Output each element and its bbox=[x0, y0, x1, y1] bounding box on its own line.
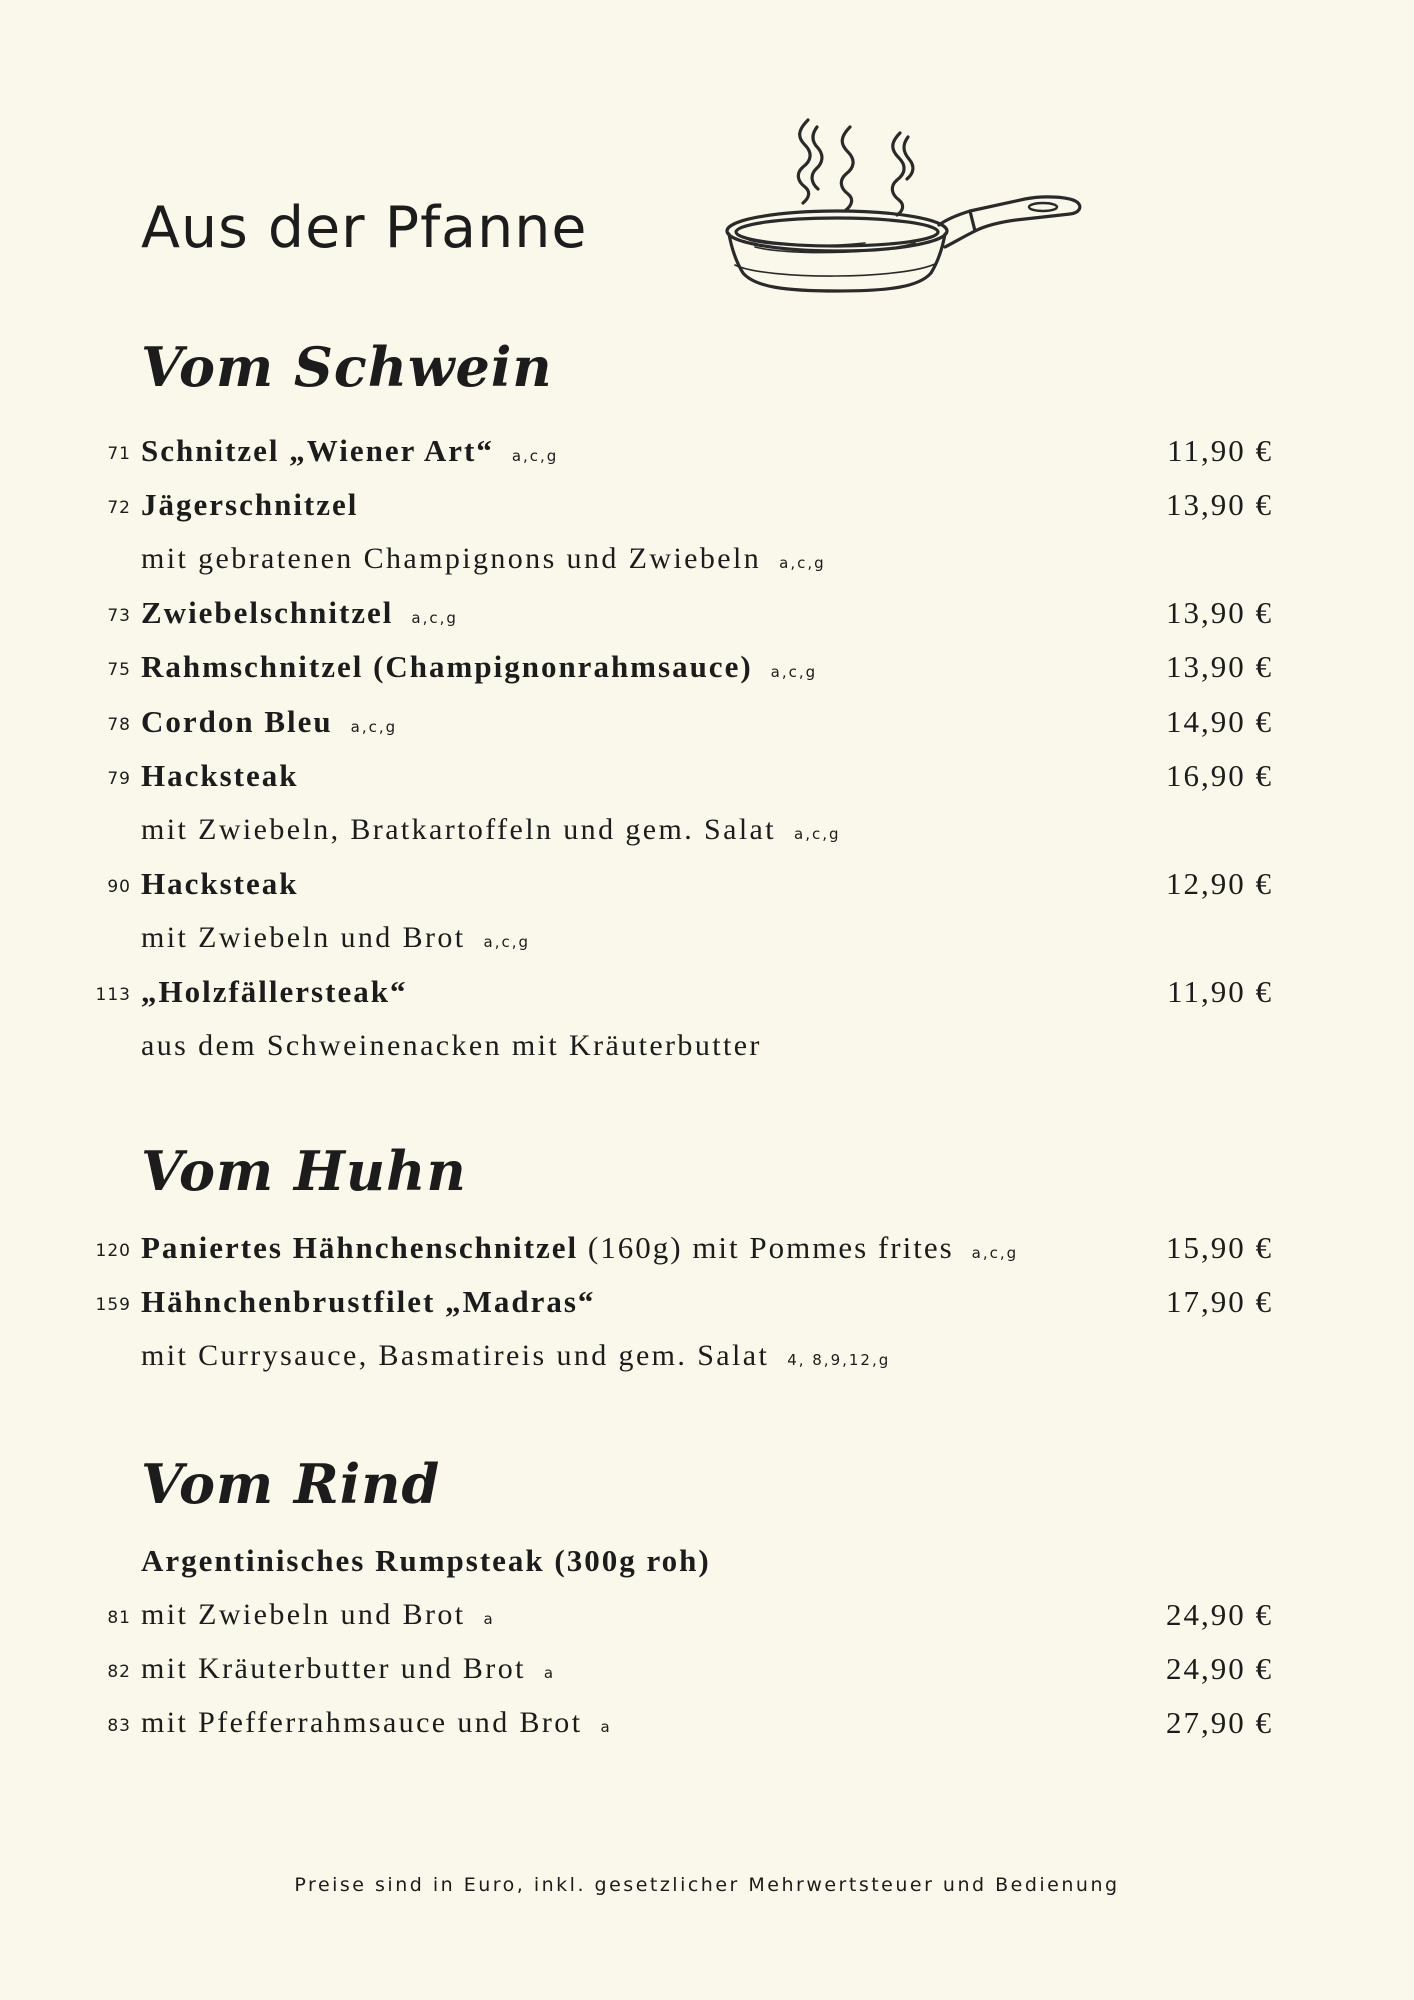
menu-item-description bbox=[0, 1645, 1414, 1697]
description-text bbox=[141, 810, 841, 854]
item-price: 27,90 € bbox=[1166, 1705, 1273, 1740]
description: mit Zwiebeln und Brot bbox=[141, 921, 466, 954]
item-extra: (160g) mit Pommes frites bbox=[587, 1230, 954, 1265]
description-text bbox=[141, 918, 530, 962]
menu-item-description bbox=[0, 914, 1414, 966]
item-name: Argentinisches Rumpsteak (300g roh) bbox=[141, 1543, 711, 1578]
description-text bbox=[141, 1026, 762, 1066]
menu-item-description bbox=[0, 1699, 1414, 1751]
description: mit Zwiebeln, Bratkartoffeln und gem. Salat bbox=[141, 813, 777, 846]
description-text bbox=[141, 1649, 555, 1693]
menu-item bbox=[0, 589, 1414, 641]
item-price: 13,90 € bbox=[1166, 487, 1273, 522]
item-price: 16,90 € bbox=[1166, 758, 1273, 793]
item-price: 11,90 € bbox=[1167, 433, 1273, 468]
item-number: 120 bbox=[95, 1241, 131, 1261]
item-number: 113 bbox=[95, 985, 131, 1005]
item-text bbox=[141, 1228, 1018, 1273]
description: mit Zwiebeln und Brot bbox=[141, 1598, 466, 1631]
page-title: Aus der Pfanne bbox=[141, 195, 588, 261]
allergen-codes: a,c,g bbox=[779, 554, 826, 572]
item-name: Cordon Bleu bbox=[141, 704, 333, 739]
item-text bbox=[141, 864, 299, 904]
item-text bbox=[141, 702, 397, 747]
description: mit Currysauce, Basmatireis und gem. Salat bbox=[141, 1339, 770, 1372]
allergen-codes: a,c,g bbox=[483, 933, 531, 951]
menu-item-description bbox=[0, 1591, 1414, 1643]
menu-item-description bbox=[0, 1022, 1414, 1074]
menu-item bbox=[0, 752, 1414, 804]
item-number: 79 bbox=[107, 769, 131, 789]
item-number: 72 bbox=[107, 498, 131, 518]
description: mit Kräuterbutter und Brot bbox=[141, 1652, 526, 1685]
item-number: 90 bbox=[107, 877, 131, 897]
menu-item bbox=[0, 481, 1414, 533]
allergen-codes: a,c,g bbox=[411, 609, 458, 627]
item-text bbox=[141, 431, 558, 476]
item-number: 83 bbox=[107, 1716, 131, 1736]
item-text bbox=[141, 1282, 595, 1322]
description: mit Pfefferrahmsauce und Brot bbox=[141, 1706, 583, 1739]
menu-item bbox=[0, 643, 1414, 695]
description: aus dem Schweinenacken mit Kräuterbutter bbox=[141, 1029, 762, 1062]
menu-item bbox=[0, 968, 1414, 1020]
item-price: 15,90 € bbox=[1166, 1230, 1273, 1265]
item-text bbox=[141, 972, 407, 1012]
item-name: Hacksteak bbox=[141, 758, 299, 793]
description-text bbox=[141, 1336, 890, 1380]
allergen-codes: 4, 8,9,12,g bbox=[787, 1351, 891, 1369]
allergen-codes: a,c,g bbox=[511, 447, 559, 465]
item-name: „Holzfällersteak“ bbox=[141, 974, 408, 1009]
item-price: 24,90 € bbox=[1166, 1597, 1273, 1632]
description: mit gebratenen Champignons und Zwiebeln bbox=[141, 542, 762, 575]
menu-item-description bbox=[0, 535, 1414, 587]
item-number: 71 bbox=[107, 444, 131, 464]
menu-item bbox=[0, 1537, 1414, 1589]
description-text bbox=[141, 1595, 495, 1639]
item-text bbox=[141, 1541, 711, 1581]
item-price: 14,90 € bbox=[1166, 704, 1273, 739]
item-price: 13,90 € bbox=[1166, 595, 1273, 630]
description-text bbox=[141, 1703, 612, 1747]
item-name: Rahmschnitzel (Champignonrahmsauce) bbox=[141, 649, 753, 684]
menu-item bbox=[0, 1224, 1414, 1276]
item-number: 82 bbox=[107, 1662, 131, 1682]
item-text bbox=[141, 593, 458, 638]
description-text bbox=[141, 539, 826, 583]
item-number: 73 bbox=[107, 606, 131, 626]
frying-pan-icon bbox=[725, 115, 1095, 305]
item-number: 159 bbox=[95, 1295, 131, 1315]
item-price: 13,90 € bbox=[1166, 649, 1273, 684]
item-text bbox=[141, 756, 299, 796]
allergen-codes: a,c,g bbox=[971, 1244, 1019, 1262]
item-name: Hacksteak bbox=[141, 866, 299, 901]
allergen-codes: a bbox=[543, 1664, 556, 1682]
item-number: 81 bbox=[107, 1608, 131, 1628]
section-heading: Vom Huhn bbox=[141, 1139, 467, 1203]
item-number: 75 bbox=[107, 660, 131, 680]
allergen-codes: a,c,g bbox=[350, 718, 398, 736]
item-name: Jägerschnitzel bbox=[141, 487, 359, 522]
item-name: Schnitzel „Wiener Art“ bbox=[141, 433, 494, 468]
menu-item-description bbox=[0, 806, 1414, 858]
item-price: 24,90 € bbox=[1166, 1651, 1273, 1686]
menu-item bbox=[0, 698, 1414, 750]
menu-item bbox=[0, 1278, 1414, 1330]
allergen-codes: a,c,g bbox=[794, 825, 841, 843]
menu-item bbox=[0, 860, 1414, 912]
item-number: 78 bbox=[107, 715, 131, 735]
item-price: 12,90 € bbox=[1166, 866, 1273, 901]
allergen-codes: a bbox=[600, 1718, 612, 1736]
footer-note: Preise sind in Euro, inkl. gesetzlicher Mehrwertsteuer und Bedienung bbox=[294, 1874, 1120, 1896]
section-heading: Vom Rind bbox=[141, 1452, 441, 1516]
item-name: Paniertes Hähnchenschnitzel bbox=[141, 1230, 579, 1265]
menu-item-description bbox=[0, 1332, 1414, 1384]
item-name: Hähnchenbrustfilet „Madras“ bbox=[141, 1284, 596, 1319]
item-text bbox=[141, 485, 358, 525]
item-text bbox=[141, 647, 817, 692]
item-name: Zwiebelschnitzel bbox=[141, 595, 394, 630]
section-heading: Vom Schwein bbox=[141, 335, 553, 399]
allergen-codes: a,c,g bbox=[770, 663, 818, 681]
menu-item bbox=[0, 427, 1414, 479]
item-price: 11,90 € bbox=[1167, 974, 1273, 1009]
item-price: 17,90 € bbox=[1166, 1284, 1273, 1319]
allergen-codes: a bbox=[483, 1610, 495, 1628]
